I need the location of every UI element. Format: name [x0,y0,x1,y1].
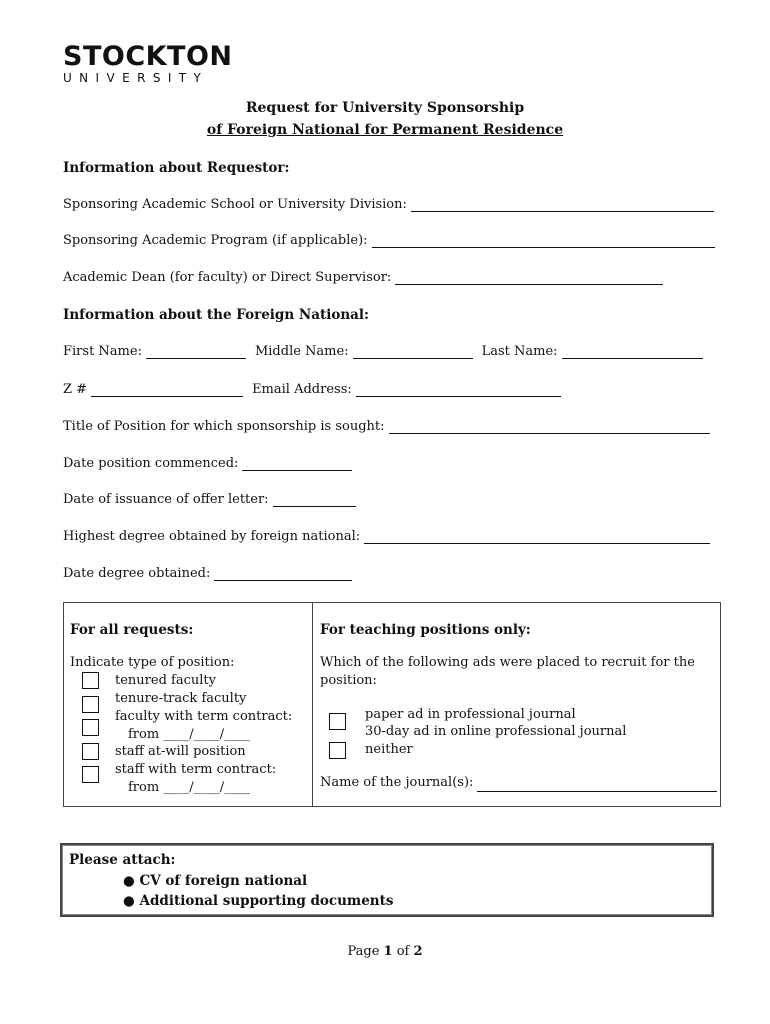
logo-subtitle: UNIVERSITY [63,71,209,85]
page-of: of [396,944,410,959]
option-faculty-term: faculty with term contract: [115,709,293,724]
page-prefix: Page [347,944,380,959]
form-title-line1: Request for University Sponsorship [245,100,525,116]
checkbox-tenured[interactable] [82,672,99,689]
staff-term-dates[interactable]: from ____/____/____ [128,780,251,795]
checkbox-staff-term-contract[interactable] [82,766,99,783]
school-field[interactable] [411,198,714,212]
page-number [0,944,770,959]
university-logo [63,43,233,85]
logo-wordmark: STOCKTON [63,41,233,72]
date-commenced-row [63,456,352,471]
program-row [63,233,715,248]
ads-prompt-line1: Which of the following ads were placed to recruit for the [320,655,695,670]
bullet-icon: ● [123,873,135,889]
option-paper-ad: paper ad in professional journal [365,707,576,722]
first-name-label: First Name: [63,344,142,359]
attach-item-cv [123,872,307,890]
journal-label: Name of the journal(s): [320,775,474,790]
highest-degree-label: Highest degree obtained by foreign national: [63,529,361,544]
first-name-field[interactable] [146,345,246,359]
form-title-line2: of Foreign National for Permanent Residence [206,122,564,138]
bullet-icon: ● [123,893,135,909]
school-label: Sponsoring Academic School or University Division: [63,197,407,212]
position-title-label: Title of Position for which sponsorship is sought: [63,419,385,434]
dean-row [63,270,663,285]
middle-name-field[interactable] [353,345,473,359]
last-name-field[interactable] [562,345,703,359]
z-number-label: Z # [63,382,88,397]
ads-prompt-line2: position: [320,673,377,688]
teaching-only-heading: For teaching positions only: [320,622,531,638]
checkbox-tenure-track[interactable] [82,696,99,713]
school-row [63,197,714,212]
requestor-heading: Information about Requestor: [63,160,290,176]
middle-name-label: Middle Name: [254,344,349,359]
date-commenced-field[interactable] [242,457,352,471]
offer-letter-label: Date of issuance of offer letter: [63,492,269,507]
attach-item-docs-label: Additional supporting documents [139,893,394,909]
degree-date-field[interactable] [214,567,352,581]
checkbox-online-ad[interactable] [329,742,346,759]
option-online-ad: 30-day ad in online professional journal [365,724,627,739]
position-title-field[interactable] [389,420,710,434]
z-number-field[interactable] [91,383,243,397]
attach-item-cv-label: CV of foreign national [139,873,308,889]
attach-heading: Please attach: [69,852,176,868]
all-requests-heading: For all requests: [70,622,194,638]
name-row [63,344,703,359]
id-email-row [63,382,561,397]
degree-date-label: Date degree obtained: [63,566,211,581]
highest-degree-field[interactable] [364,530,710,544]
journal-row [320,774,717,792]
degree-date-row [63,566,352,581]
attach-item-docs [123,892,393,910]
option-tenure-track: tenure-track faculty [115,691,247,706]
attachments-box [60,843,714,917]
journal-field[interactable] [477,778,717,792]
option-neither: neither [365,742,413,757]
offer-letter-field[interactable] [273,493,356,507]
page-total: 2 [413,944,423,959]
position-title-row [63,419,710,434]
offer-letter-row [63,492,356,507]
checkbox-staff-at-will[interactable] [82,743,99,760]
position-type-box [63,602,721,807]
faculty-term-dates[interactable]: from ____/____/____ [128,727,251,742]
option-staff-term: staff with term contract: [115,762,277,777]
email-field[interactable] [356,383,561,397]
program-label: Sponsoring Academic Program (if applicable): [63,233,368,248]
date-commenced-label: Date position commenced: [63,456,239,471]
checkbox-paper-ad[interactable] [329,713,346,730]
foreign-national-heading: Information about the Foreign National: [63,307,370,323]
email-label: Email Address: [252,382,352,397]
position-type-prompt: Indicate type of position: [70,655,235,670]
last-name-label: Last Name: [481,344,558,359]
option-tenured: tenured faculty [115,673,216,688]
column-divider [312,603,313,806]
dean-label: Academic Dean (for faculty) or Direct Supervisor: [63,270,392,285]
dean-field[interactable] [395,271,663,285]
page-current: 1 [383,944,393,959]
checkbox-term-contract-faculty[interactable] [82,719,99,736]
option-staff-at-will: staff at-will position [115,744,246,759]
highest-degree-row [63,529,710,544]
program-field[interactable] [372,234,715,248]
